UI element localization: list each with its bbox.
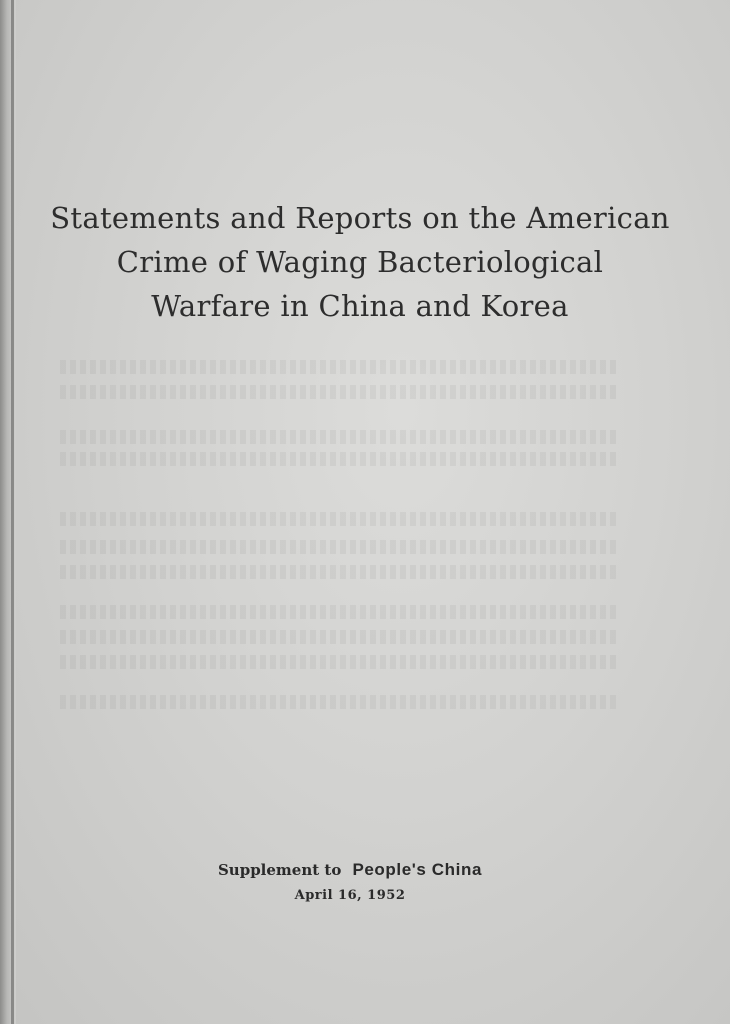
bleed-through-text: [60, 452, 620, 466]
bleed-through-text: [60, 695, 620, 709]
document-title: [30, 196, 690, 328]
bleed-through-text: [60, 605, 620, 619]
bleed-through-text: [60, 565, 620, 579]
supplement-line: [0, 860, 700, 880]
title-line: Warfare in China and Korea: [151, 289, 569, 323]
supplement-prefix: Supplement to: [217, 861, 342, 879]
bleed-through-text: [60, 512, 620, 526]
bleed-through-text: [60, 385, 620, 399]
bleed-through-text: [60, 540, 620, 554]
bleed-through-text: [60, 430, 620, 444]
bleed-through-text: [60, 360, 620, 374]
title-line: Statements and Reports on the American: [50, 201, 670, 235]
bleed-through-text: [60, 655, 620, 669]
publication-date: April 16, 1952: [294, 888, 406, 903]
bleed-through-text: [60, 630, 620, 644]
publication-name: People's China: [352, 860, 483, 879]
title-line: Crime of Waging Bacteriological: [116, 245, 604, 279]
